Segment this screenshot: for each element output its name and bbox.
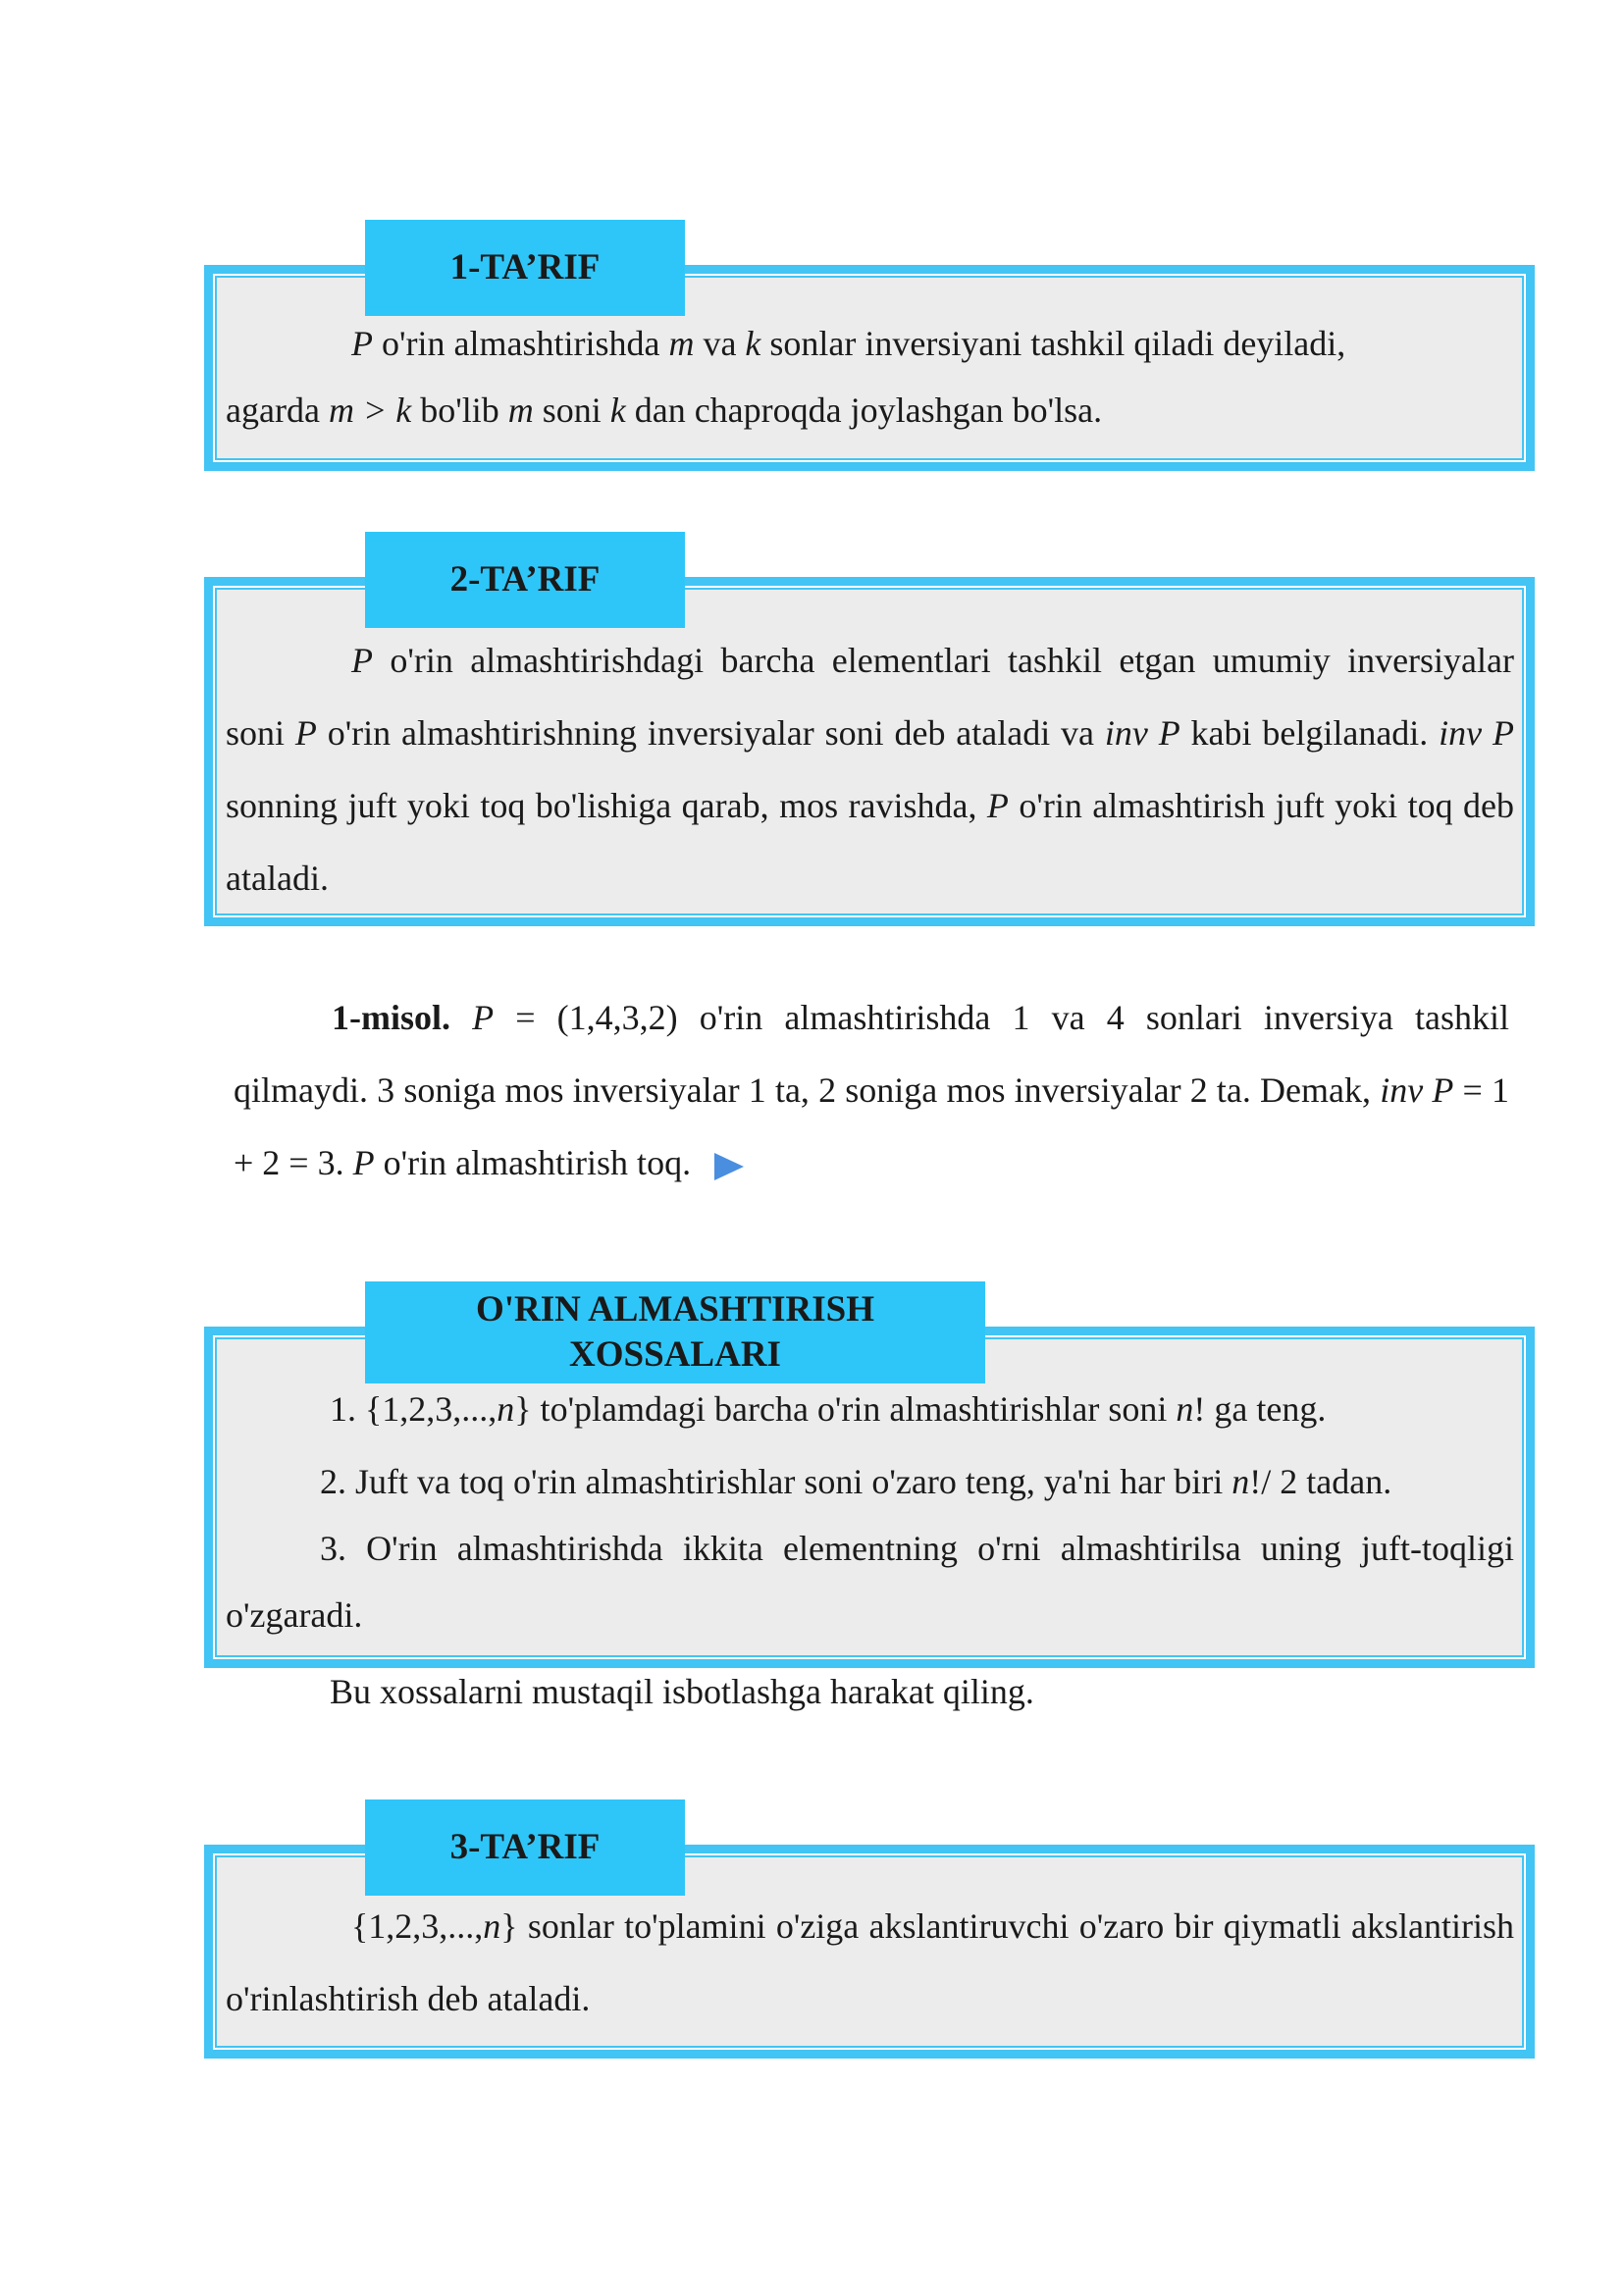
property-item-1: 1. {1,2,3,...,n} to'plamdagi barcha o'rin almashtirishlar soni n! ga teng.: [330, 1389, 1327, 1429]
property-item-3: 3. O'rin almashtirishda ikkita elementning o'rni almashtirilsa uning juft-toqligi o'zgaradi.: [226, 1529, 1514, 1635]
definition-1-tag: 1-TA’RIF: [365, 220, 685, 316]
definition-2-tag: 2-TA’RIF: [365, 532, 685, 628]
property-item-2: 2. Juft va toq o'rin almashtirishlar soni o'zaro teng, ya'ni har biri n!/ 2 tadan.: [320, 1462, 1392, 1501]
properties-tag: O'RIN ALMASHTIRISH XOSSALARI: [365, 1281, 985, 1383]
example-label: 1-misol.: [332, 998, 450, 1037]
example-1: 1-misol. P = (1,4,3,2) o'rin almashtirishda 1 va 4 sonlari inversiya tashkil qilmaydi. 3 soniga mos inversiyalar 1 ta, 2 soniga mos inversiyalar 2 ta. Demak, inv P = 1 + 2 = 3. P o'rin almashtirish toq.: [234, 998, 1509, 1182]
definition-3-tag: 3-TA’RIF: [365, 1799, 685, 1896]
properties-note: Bu xossalarni mustaqil isbotlashga harakat qiling.: [330, 1672, 1034, 1711]
definition-2-text: P o'rin almashtirishdagi barcha elementlari tashkil etgan umumiy inversiyalar soni P o'rin almashtirishning inversiyalar soni deb ataladi va inv P kabi belgilanadi. inv P sonning juft yoki toq bo'lishiga qarab, mos ravishda, P o'rin almashtirish juft yoki toq deb ataladi.: [226, 641, 1514, 898]
definition-3-text: {1,2,3,...,n} sonlar to'plamini o'ziga akslantiruvchi o'zaro bir qiymatli akslantirish o'rinlashtirish deb ataladi.: [226, 1906, 1514, 2018]
definition-1-text: P o'rin almashtirishda m va k sonlar inversiyani tashkil qiladi deyiladi, agarda m > k bo'lib m soni k dan chaproqda joylashgan bo'lsa.: [226, 324, 1346, 430]
play-arrow-icon: [714, 1153, 744, 1180]
